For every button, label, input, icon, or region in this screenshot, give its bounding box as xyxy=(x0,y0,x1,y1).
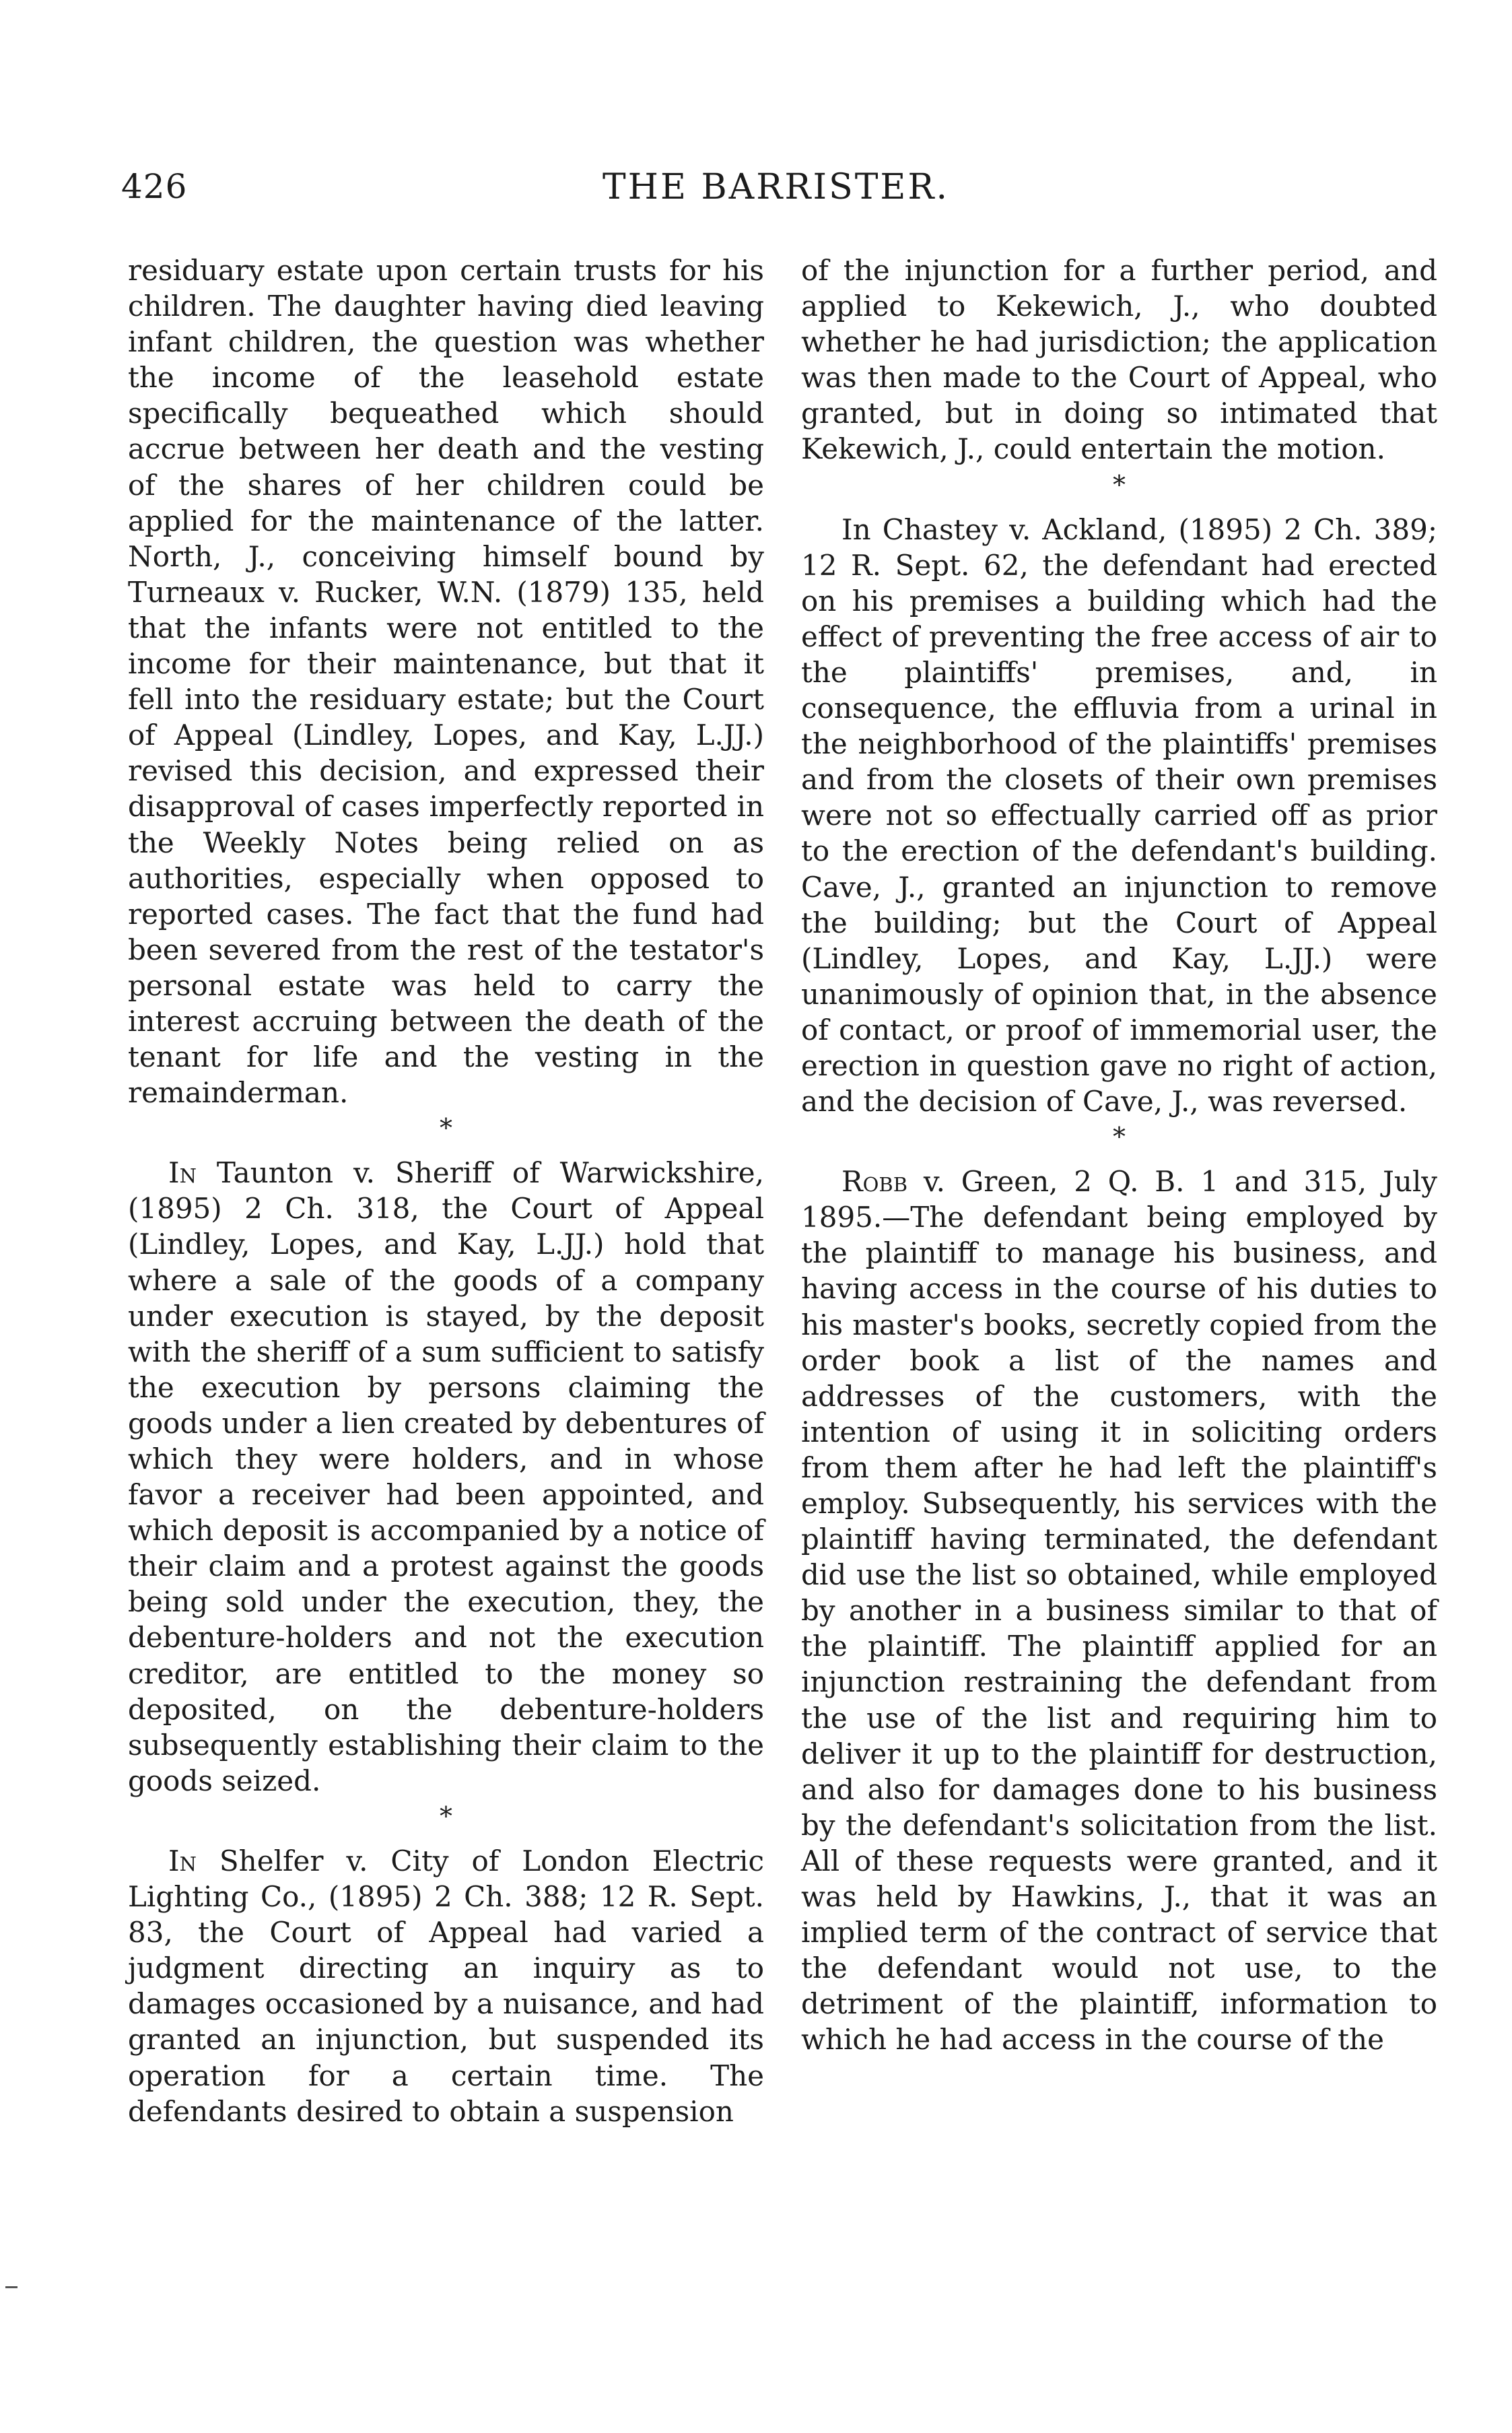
paragraph: In Chastey v. Ackland, (1895) 2 Ch. 389; 12 R. Sept. 62, the defendant had erected on his premises a building which had the effect of preventing the free access of air to the plaintiffs' premises, and, in consequence, the effluvia from a urinal in the neighborhood of the plaintiffs' premises and from the closets of their own premises were not so effectually carried off as prior to the erection of the defendant's building. Cave, J., granted an injunction to remove the building; but the Court of Appeal (Lindley, Lopes, and Kay, L.JJ.) were unanimously of opinion that, in the absence of contact, or proof of immemorial user, the erection in question gave no right of action, and the decision of Cave, J., was reversed. xyxy=(801,512,1437,1119)
paragraph xyxy=(128,1843,764,2129)
small-caps-lead: In xyxy=(168,1844,197,1877)
paragraph xyxy=(128,1155,764,1799)
section-separator: * xyxy=(440,1801,452,1831)
page-header xyxy=(121,167,1431,221)
section-separator: * xyxy=(1113,469,1126,500)
left-column xyxy=(128,253,764,2129)
right-column xyxy=(801,253,1437,2058)
section-separator: * xyxy=(1113,1122,1126,1152)
small-caps-lead: In xyxy=(168,1156,197,1190)
paragraph-text: Taunton v. Sheriff of Warwickshire, (1895) 2 Ch. 318, the Court of Appeal (Lindley, Lopes, and Kay, L.JJ.) hold that where a sale of the goods of a company under execution is stayed, by the deposit with the sheriff of a sum sufficient to satisfy the execution by persons claiming the goods under a lien created by debentures of which they were holders, and in whose favor a receiver had been appointed, and which deposit is accompanied by a notice of their claim and a protest against the goods being sold under the execution, they, the debenture-holders and not the execution creditor, are entitled to the money so deposited, on the debenture-holders subsequently establishing their claim to the goods seized. xyxy=(128,1156,764,1797)
paragraph-text: Shelfer v. City of London Electric Lighting Co., (1895) 2 Ch. 388; 12 R. Sept. 83, the Court of Appeal had varied a judgment directing an inquiry as to damages occasioned by a nuisance, and had granted an injunction, but suspended its operation for a certain time. The defendants desired to obtain a suspension xyxy=(128,1844,764,2128)
paragraph xyxy=(801,1164,1437,2057)
paragraph: residuary estate upon certain trusts for his children. The daughter having died leaving infant children, the question was whether the income of the leasehold estate specifically bequeathed which should accrue between her death and the vesting of the shares of her children could be applied for the maintenance of the latter. North, J., conceiving himself bound by Turneaux v. Rucker, W.N. (1879) 135, held that the infants were not entitled to the income for their maintenance, but that it fell into the residuary estate; but the Court of Appeal (Lindley, Lopes, and Kay, L.JJ.) revised this decision, and expressed their disapproval of cases imperfectly reported in the Weekly Notes being relied on as authorities, especially when opposed to reported cases. The fact that the fund had been severed from the rest of the testator's personal estate was held to carry the interest accruing between the death of the tenant for life and the vesting in the remainderman. xyxy=(128,254,764,1110)
small-caps-lead: Robb xyxy=(841,1165,908,1199)
paragraph-text: v. Green, 2 Q. B. 1 and 315, July 1895.—The defendant being employed by the plaintiff to manage his business, and having access in the course of his duties to his master's books, secretly copied from the order book a list of the names and addresses of the customers, with the intention of using it in soliciting orders from them after he had left the plaintiff's employ. Subsequently, his services with the plaintiff having terminated, the defendant did use the list so obtained, while employed by another in a business similar to that of the plaintiff. The plaintiff applied for an injunction restraining the defendant from the use of the list and requiring him to deliver it up to the plaintiff for destruction, and also for damages done to his business by the defendant's solicitation from the list. All of these requests were granted, and it was held by Hawkins, J., that it was an implied term of the contract of service that the defendant would not use, to the detriment of the plaintiff, information to which he had access in the course of the xyxy=(801,1165,1437,2057)
section-separator: * xyxy=(440,1113,452,1143)
scan-mark xyxy=(5,2286,18,2288)
page-number: 426 xyxy=(121,167,188,206)
paragraph: of the injunction for a further period, and applied to Kekewich, J., who doubted whether he had jurisdiction; the application was then made to the Court of Appeal, who granted, but in doing so intimated that Kekewich, J., could entertain the motion. xyxy=(801,254,1437,466)
running-title: THE BARRISTER. xyxy=(602,167,950,207)
